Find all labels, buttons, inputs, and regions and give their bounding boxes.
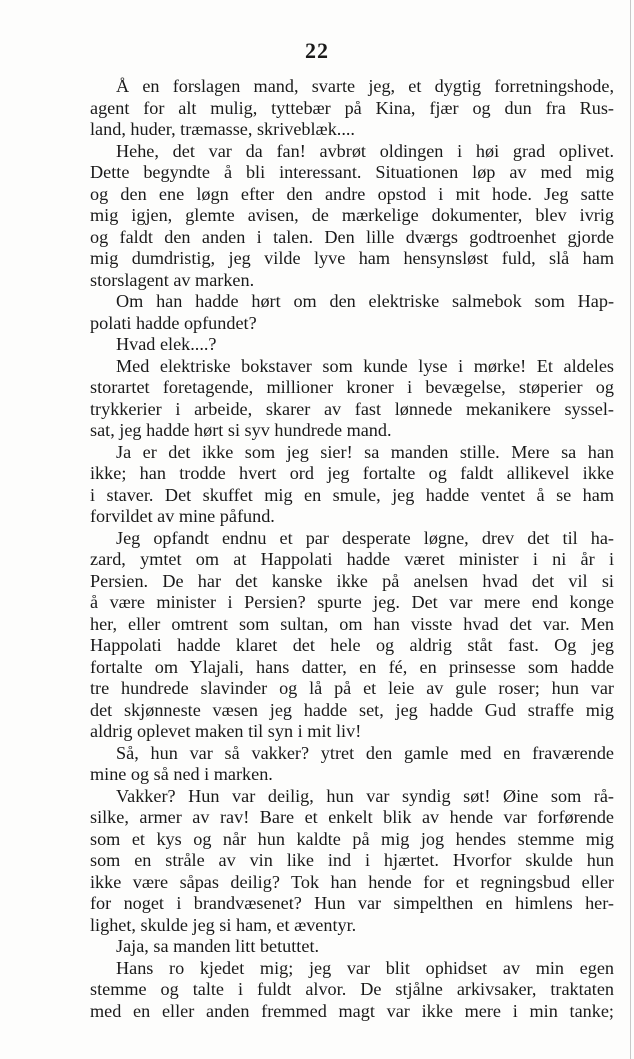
text-line: og faldt den anden i talen. Den lille dværgs godtroenhet gjorde (90, 226, 614, 247)
text-line: ikke være såpas deilig? Tok han hende for et regningsbud eller (90, 871, 614, 892)
text-line: med en eller anden fremmed magt var ikke mere i min tanke; (90, 1000, 614, 1021)
text-line: Ja er det ikke som jeg sier! sa manden stille. Mere sa han (116, 441, 614, 462)
text-line: mine og så ned i marken. (90, 764, 273, 784)
text-line: og den ene løgn efter den andre opstod i mit hode. Jeg satte (90, 183, 614, 204)
text-line: Hehe, det var da fan! avbrøt oldingen i høi grad oplivet. (116, 140, 614, 161)
text-line: Hvad elek....? (116, 334, 217, 354)
text-line: lighet, skulde jeg si ham, et æventyr. (90, 914, 357, 935)
text-line: storartet foretagende, millioner kroner i bevægelse, støperier og (90, 377, 614, 397)
text-line: mig dumdristig, jeg vilde lyve ham hensynsløst fuld, slå ham (90, 248, 614, 268)
text-line: Med elektriske bokstaver som kunde lyse i mørke! Et aldeles (116, 355, 614, 376)
text-line: mig igjen, glemte avisen, de mærkelige dokumenter, blev ivrig (90, 205, 614, 225)
text-line: sat, jeg hadde hørt si syv hundrede mand. (90, 420, 392, 440)
text-line: Vakker? Hun var deilig, hun var syndig søt! Øine som rå- (116, 785, 614, 806)
page-number: 22 (305, 38, 329, 63)
text-line: land, huder, træmasse, skriveblæk.... (90, 119, 355, 139)
text-line: Jaja, sa manden litt betuttet. (116, 936, 320, 956)
text-line: Så, hun var så vakker? ytret den gamle med en fraværende (116, 742, 614, 763)
text-line: trykkerier i arbeide, skarer av fast lønnede mekanikere syssel- (90, 398, 614, 419)
text-line: stemme og talte i fuldt alvor. De stjålne arkivsaker, traktaten (90, 979, 614, 999)
text-line: som et kys og når hun kaldte på mig jog hendes stemme mig (90, 828, 614, 849)
text-line: i staver. Det skuffet mig en smule, jeg hadde ventet å se ham (90, 484, 614, 505)
page-edge (630, 0, 631, 1059)
text-line: Om han hadde hørt om den elektriske salmebok som Hap- (116, 291, 614, 311)
text-line: Dette begyndte å bli interessant. Situationen løp av med mig (90, 162, 614, 182)
text-line: agent for alt mulig, tyttebær på Kina, fjær og dun fra Rus- (90, 97, 614, 118)
text-line: her, eller omtrent som sultan, om han visste hvad det var. Men (90, 613, 614, 634)
text-line: Happolati hadde klaret det hele og aldrig ståt fast. Og jeg (90, 635, 614, 655)
text-line: aldrig oplevet maken til syn i mit liv! (90, 721, 362, 741)
text-line: det skjønneste væsen jeg hadde set, jeg hadde Gud straffe mig (90, 699, 614, 720)
text-line: zard, ymtet om at Happolati hadde været minister i ni år i (90, 549, 614, 569)
body-text (90, 76, 614, 1022)
text-line: å være minister i Persien? spurte jeg. Det var mere end konge (90, 592, 614, 612)
text-line: polati hadde opfundet? (90, 312, 257, 333)
text-line: Hans ro kjedet mig; jeg var blit ophidset av min egen (116, 957, 614, 978)
text-line: silke, armer av rav! Bare et enkelt blik av hende var forførende (90, 807, 614, 827)
text-line: fortalte om Ylajali, hans datter, en fé, en prinsesse som hadde (90, 656, 614, 677)
text-line: ikke; han trodde hvert ord jeg fortalte og faldt allikevel ikke (90, 463, 614, 483)
text-line: forvildet av mine påfund. (90, 506, 275, 526)
text-line: Persien. De har det kanske ikke på anelsen hvad det vil si (90, 570, 614, 591)
text-line: storslagent av marken. (90, 269, 255, 290)
text-line: for noget i brandvæsenet? Hun var simpelthen en himlens her- (90, 893, 614, 913)
text-line: Jeg opfandt endnu et par desperate løgne, drev det til ha- (116, 527, 614, 548)
text-line: Å en forslagen mand, svarte jeg, et dygtig forretningshode, (116, 76, 614, 96)
text-line: som en stråle av vin like ind i hjærtet. Hvorfor skulde hun (90, 850, 614, 870)
text-line: tre hundrede slavinder og lå på et leie av gule roser; hun var (90, 678, 614, 698)
